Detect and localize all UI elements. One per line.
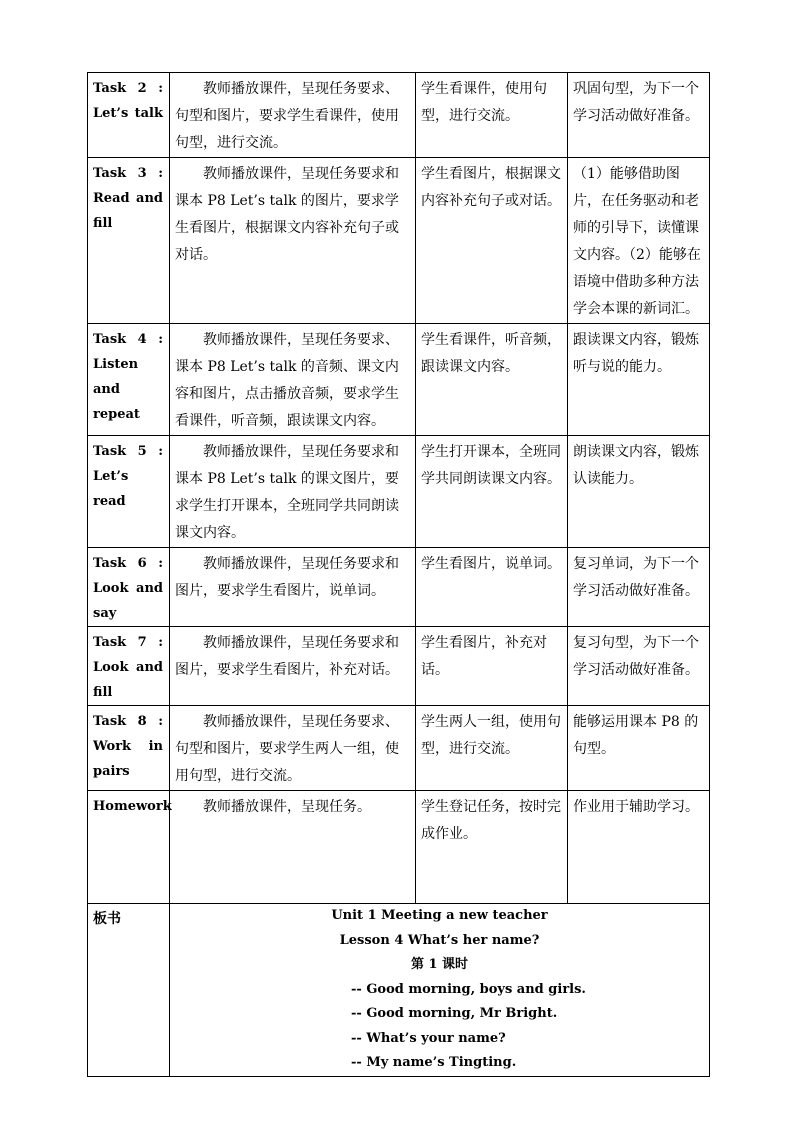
task-cell: Task 2 : Let’s talk xyxy=(88,73,170,158)
purpose-cell: 复习单词，为下一个学习活动做好准备。 xyxy=(568,548,710,627)
table-row xyxy=(88,548,710,627)
board-line: -- My name’s Tingting. xyxy=(351,1055,517,1070)
purpose-cell: 朗读课文内容，锻炼认读能力。 xyxy=(568,436,710,548)
teacher-activity-cell: 教师播放课件，呈现任务要求、课本 P8 Let’s talk 的音频、课文内容和图片，点击播放音频，要求学生看课件，听音频，跟读课文内容。 xyxy=(170,324,416,436)
purpose-cell: 复习句型，为下一个学习活动做好准备。 xyxy=(568,627,710,706)
table-row xyxy=(88,791,710,904)
student-activity-cell: 学生看课件，听音频，跟读课文内容。 xyxy=(416,324,568,436)
purpose-cell: 能够运用课本 P8 的句型。 xyxy=(568,706,710,791)
purpose-cell: 作业用于辅助学习。 xyxy=(568,791,710,904)
board-line: -- Good morning, Mr Bright. xyxy=(351,1006,558,1021)
table-row xyxy=(88,158,710,324)
teacher-activity-cell: 教师播放课件，呈现任务要求和课本 P8 Let’s talk 的课文图片，要求学生打开课本，全班同学共同朗读课文内容。 xyxy=(170,436,416,548)
purpose-cell: 巩固句型，为下一个学习活动做好准备。 xyxy=(568,73,710,158)
teacher-activity-cell: 教师播放课件，呈现任务要求、句型和图片，要求学生两人一组，使用句型，进行交流。 xyxy=(170,706,416,791)
student-activity-cell: 学生打开课本，全班同学共同朗读课文内容。 xyxy=(416,436,568,548)
board-row xyxy=(88,904,710,1077)
table-row xyxy=(88,73,710,158)
table-row xyxy=(88,436,710,548)
student-activity-cell: 学生看课件，使用句型，进行交流。 xyxy=(416,73,568,158)
table-row xyxy=(88,627,710,706)
task-cell: Task 3 : Read and fill xyxy=(88,158,170,324)
board-content xyxy=(170,904,710,1077)
table-row xyxy=(88,706,710,791)
board-label: 板书 xyxy=(88,904,170,1077)
task-cell: Homework xyxy=(88,791,170,904)
task-cell: Task 6 : Look and say xyxy=(88,548,170,627)
lesson-plan-table xyxy=(87,72,710,1077)
teacher-activity-cell: 教师播放课件，呈现任务。 xyxy=(170,791,416,904)
purpose-cell: （1）能够借助图片，在任务驱动和老师的引导下，读懂课文内容。（2）能够在语境中借助多种方法学会本课的新词汇。 xyxy=(568,158,710,324)
task-cell: Task 8 : Work in pairs xyxy=(88,706,170,791)
teacher-activity-cell: 教师播放课件，呈现任务要求和课本 P8 Let’s talk 的图片，要求学生看图片，根据课文内容补充句子或对话。 xyxy=(170,158,416,324)
student-activity-cell: 学生登记任务，按时完成作业。 xyxy=(416,791,568,904)
board-line: -- Good morning, boys and girls. xyxy=(351,981,586,997)
table-row xyxy=(88,324,710,436)
teacher-activity-cell: 教师播放课件，呈现任务要求和图片，要求学生看图片，补充对话。 xyxy=(170,627,416,706)
student-activity-cell: 学生两人一组，使用句型，进行交流。 xyxy=(416,706,568,791)
board-period: 第 1 课时 xyxy=(410,957,469,972)
teacher-activity-cell: 教师播放课件，呈现任务要求、句型和图片，要求学生看课件，使用句型，进行交流。 xyxy=(170,73,416,158)
student-activity-cell: 学生看图片，说单词。 xyxy=(416,548,568,627)
task-cell: Task 5 : Let’s read xyxy=(88,436,170,548)
board-line: -- What’s your name? xyxy=(351,1030,506,1046)
student-activity-cell: 学生看图片，根据课文内容补充句子或对话。 xyxy=(416,158,568,324)
purpose-cell: 跟读课文内容，锻炼听与说的能力。 xyxy=(568,324,710,436)
board-lesson-title: Lesson 4 What’s her name? xyxy=(339,932,540,948)
teacher-activity-cell: 教师播放课件，呈现任务要求和图片，要求学生看图片，说单词。 xyxy=(170,548,416,627)
board-unit-title: Unit 1 Meeting a new teacher xyxy=(331,908,548,923)
task-cell: Task 7 : Look and fill xyxy=(88,627,170,706)
student-activity-cell: 学生看图片，补充对话。 xyxy=(416,627,568,706)
task-cell: Task 4 : Listen and repeat xyxy=(88,324,170,436)
